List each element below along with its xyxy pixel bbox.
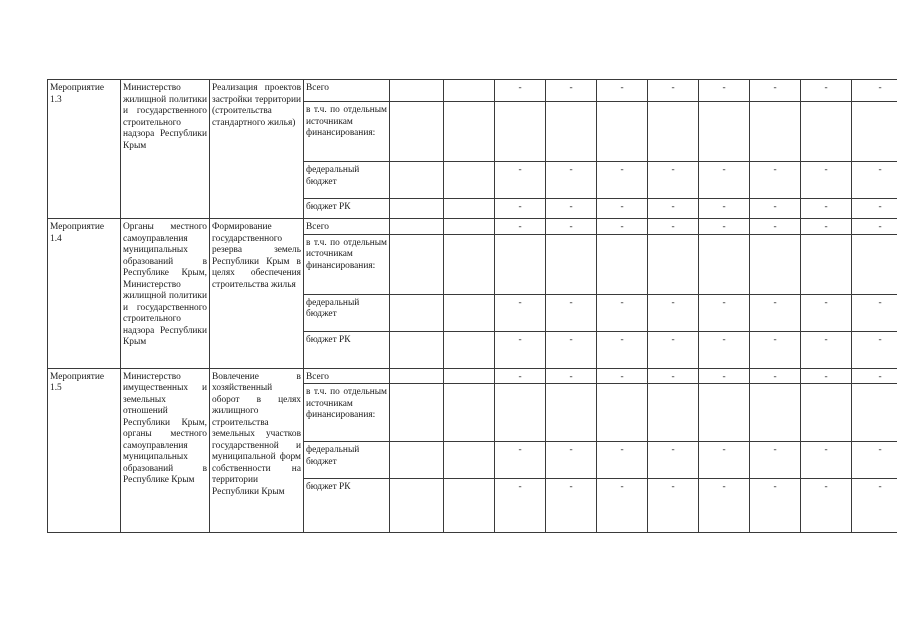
- funding-source-total: Всего: [304, 80, 390, 102]
- value-cell: -: [750, 479, 801, 533]
- measure-description: Вовлечение в хозяйственный оборот в целях жилищного строительства земельных участков государственной и муниципальной форм собственности на территории Республики Крым: [210, 368, 304, 533]
- value-cell: [390, 331, 444, 368]
- value-cell: -: [852, 442, 897, 479]
- value-cell: [444, 368, 495, 384]
- funding-source-rk-budget: бюджет РК: [304, 199, 390, 219]
- funding-source-by-sources: в т.ч. по отдельным источникам финансирования:: [304, 102, 390, 162]
- value-cell: -: [597, 162, 648, 199]
- value-cell: -: [546, 162, 597, 199]
- value-cell: [546, 234, 597, 294]
- value-cell: -: [801, 162, 852, 199]
- funding-source-federal-budget: федеральный бюджет: [304, 162, 390, 199]
- value-cell: -: [597, 80, 648, 102]
- value-cell: [648, 234, 699, 294]
- value-cell: [495, 384, 546, 442]
- value-cell: -: [699, 331, 750, 368]
- value-cell: -: [699, 162, 750, 199]
- responsible-executor: Министерство жилищной политики и государственного строительного надзора Республики Крым: [121, 80, 210, 219]
- value-cell: [444, 80, 495, 102]
- value-cell: -: [495, 331, 546, 368]
- value-cell: [699, 384, 750, 442]
- value-cell: -: [648, 199, 699, 219]
- value-cell: -: [648, 442, 699, 479]
- funding-source-by-sources: в т.ч. по отдельным источникам финансирования:: [304, 234, 390, 294]
- funding-source-total: Всего: [304, 368, 390, 384]
- value-cell: -: [699, 368, 750, 384]
- value-cell: -: [495, 294, 546, 331]
- measure-description: Формирование государственного резерва земель Республики Крым в целях обеспечения строительства жилья: [210, 219, 304, 369]
- value-cell: [852, 384, 897, 442]
- value-cell: -: [699, 80, 750, 102]
- value-cell: -: [597, 219, 648, 235]
- value-cell: [546, 384, 597, 442]
- value-cell: [444, 331, 495, 368]
- value-cell: -: [546, 294, 597, 331]
- funding-source-rk-budget: бюджет РК: [304, 479, 390, 533]
- value-cell: [390, 80, 444, 102]
- value-cell: -: [495, 162, 546, 199]
- value-cell: [390, 199, 444, 219]
- value-cell: -: [750, 442, 801, 479]
- value-cell: -: [852, 331, 897, 368]
- value-cell: -: [750, 368, 801, 384]
- value-cell: [648, 384, 699, 442]
- value-cell: -: [852, 479, 897, 533]
- measure-id: Мероприятие 1.3: [48, 80, 121, 219]
- value-cell: [597, 384, 648, 442]
- value-cell: -: [546, 80, 597, 102]
- value-cell: [444, 219, 495, 235]
- value-cell: [597, 102, 648, 162]
- value-cell: -: [648, 219, 699, 235]
- value-cell: -: [648, 80, 699, 102]
- value-cell: -: [699, 294, 750, 331]
- value-cell: [648, 102, 699, 162]
- value-cell: [444, 384, 495, 442]
- value-cell: -: [750, 80, 801, 102]
- value-cell: -: [546, 442, 597, 479]
- table-row: [48, 219, 897, 235]
- measure-description: Реализация проектов застройки территории (строительства стандартного жилья): [210, 80, 304, 219]
- value-cell: [390, 384, 444, 442]
- value-cell: -: [699, 479, 750, 533]
- value-cell: [699, 234, 750, 294]
- value-cell: [750, 102, 801, 162]
- value-cell: [801, 102, 852, 162]
- value-cell: -: [852, 80, 897, 102]
- value-cell: -: [801, 199, 852, 219]
- funding-source-by-sources: в т.ч. по отдельным источникам финансирования:: [304, 384, 390, 442]
- funding-source-federal-budget: федеральный бюджет: [304, 442, 390, 479]
- value-cell: -: [750, 199, 801, 219]
- value-cell: -: [495, 479, 546, 533]
- value-cell: [444, 234, 495, 294]
- funding-source-total: Всего: [304, 219, 390, 235]
- value-cell: -: [801, 331, 852, 368]
- value-cell: [699, 102, 750, 162]
- responsible-executor: Министерство имущественных и земельных отношений Республики Крым, органы местного самоуправления муниципальных образований в Республике Крым: [121, 368, 210, 533]
- value-cell: -: [852, 368, 897, 384]
- value-cell: -: [750, 294, 801, 331]
- value-cell: [390, 368, 444, 384]
- value-cell: -: [495, 80, 546, 102]
- value-cell: -: [495, 199, 546, 219]
- value-cell: -: [597, 368, 648, 384]
- measure-id: Мероприятие 1.5: [48, 368, 121, 533]
- value-cell: [444, 479, 495, 533]
- value-cell: -: [597, 331, 648, 368]
- funding-source-rk-budget: бюджет РК: [304, 331, 390, 368]
- value-cell: [444, 102, 495, 162]
- value-cell: -: [801, 294, 852, 331]
- value-cell: -: [495, 442, 546, 479]
- value-cell: [390, 294, 444, 331]
- value-cell: [444, 294, 495, 331]
- value-cell: -: [801, 368, 852, 384]
- table-row: [48, 80, 897, 102]
- value-cell: -: [852, 294, 897, 331]
- funding-table: [47, 79, 897, 533]
- value-cell: -: [546, 479, 597, 533]
- measure-id: Мероприятие 1.4: [48, 219, 121, 369]
- value-cell: -: [750, 331, 801, 368]
- value-cell: [390, 234, 444, 294]
- value-cell: -: [699, 219, 750, 235]
- value-cell: [750, 384, 801, 442]
- value-cell: -: [597, 479, 648, 533]
- value-cell: -: [852, 199, 897, 219]
- value-cell: -: [852, 162, 897, 199]
- value-cell: -: [546, 331, 597, 368]
- value-cell: [546, 102, 597, 162]
- value-cell: -: [801, 479, 852, 533]
- value-cell: -: [597, 199, 648, 219]
- value-cell: -: [648, 294, 699, 331]
- value-cell: [852, 102, 897, 162]
- value-cell: -: [597, 294, 648, 331]
- value-cell: [852, 234, 897, 294]
- value-cell: -: [750, 219, 801, 235]
- value-cell: -: [495, 219, 546, 235]
- value-cell: -: [801, 219, 852, 235]
- value-cell: [801, 384, 852, 442]
- value-cell: -: [648, 162, 699, 199]
- value-cell: -: [648, 479, 699, 533]
- value-cell: [597, 234, 648, 294]
- value-cell: [390, 162, 444, 199]
- value-cell: [801, 234, 852, 294]
- value-cell: -: [597, 442, 648, 479]
- value-cell: [444, 442, 495, 479]
- value-cell: -: [546, 368, 597, 384]
- value-cell: -: [546, 199, 597, 219]
- value-cell: -: [648, 368, 699, 384]
- value-cell: -: [699, 199, 750, 219]
- value-cell: -: [546, 219, 597, 235]
- value-cell: [750, 234, 801, 294]
- value-cell: [390, 219, 444, 235]
- value-cell: [444, 162, 495, 199]
- funding-source-federal-budget: федеральный бюджет: [304, 294, 390, 331]
- value-cell: -: [852, 219, 897, 235]
- value-cell: [495, 234, 546, 294]
- value-cell: [390, 479, 444, 533]
- value-cell: [444, 199, 495, 219]
- value-cell: -: [495, 368, 546, 384]
- responsible-executor: Органы местного самоуправления муниципальных образований в Республике Крым, Министерство жилищной политики и государственного строительного надзора Республики Крым: [121, 219, 210, 369]
- value-cell: [495, 102, 546, 162]
- value-cell: -: [801, 80, 852, 102]
- value-cell: -: [801, 442, 852, 479]
- value-cell: -: [750, 162, 801, 199]
- value-cell: [390, 102, 444, 162]
- value-cell: [390, 442, 444, 479]
- table-row: [48, 368, 897, 384]
- value-cell: -: [648, 331, 699, 368]
- value-cell: -: [699, 442, 750, 479]
